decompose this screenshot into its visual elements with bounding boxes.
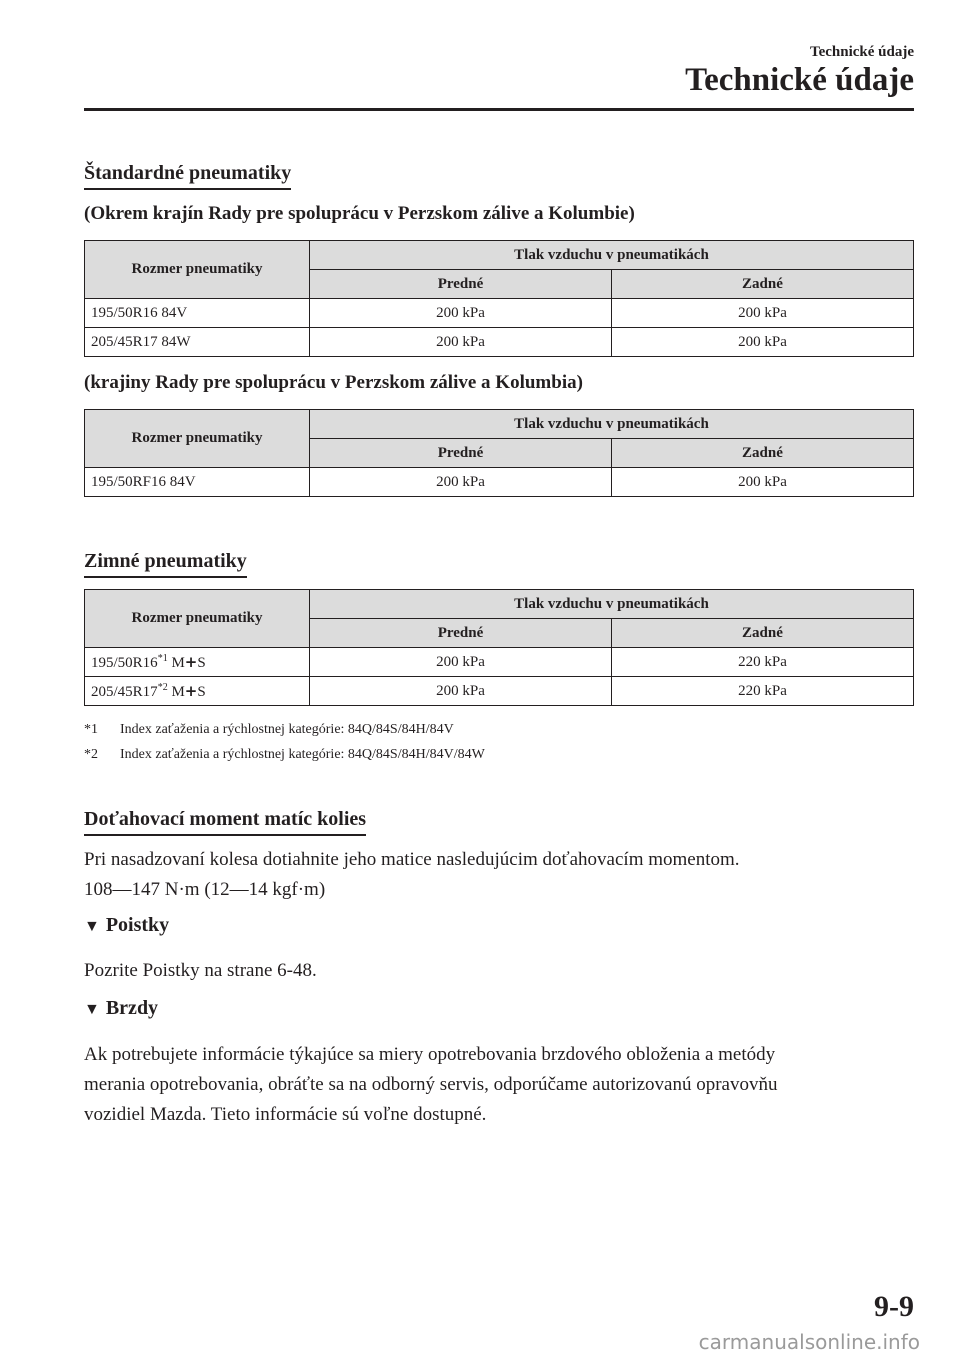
footnote-mark: *2 <box>157 681 168 693</box>
tyre-table-group1 <box>84 240 914 357</box>
rear-pressure: 220 kPa <box>611 677 913 706</box>
col-rear-header: Zadné <box>611 439 913 468</box>
footnote-text: Index zaťaženia a rýchlostnej kategórie: 84Q/84S/84H/84V <box>120 722 454 737</box>
header-rule <box>84 108 914 111</box>
tyre-table-group2 <box>84 409 914 497</box>
brakes-heading <box>84 997 158 1020</box>
triangle-down-icon: ▼ <box>84 1001 100 1018</box>
rear-pressure: 200 kPa <box>611 299 913 328</box>
brakes-text <box>84 1040 919 1130</box>
rear-pressure: 200 kPa <box>611 468 913 497</box>
tyre-size: 205/45R17 84W <box>85 328 310 357</box>
col-front-header: Predné <box>310 270 612 299</box>
mud-snow-s: S <box>197 683 206 700</box>
subtitle-group2: (krajiny Rady pre spoluprácu v Perzskom zálive a Kolumbia) <box>84 372 583 393</box>
section-title-winter-tyres: Zimné pneumatiky <box>84 550 247 578</box>
fuses-title: Poistky <box>105 914 170 936</box>
brakes-title: Brzdy <box>105 997 159 1019</box>
fuses-heading <box>84 914 169 937</box>
front-pressure: 200 kPa <box>310 648 612 677</box>
section-title-torque: Doťahovací moment matíc kolies <box>84 808 366 836</box>
brakes-line-2: merania opotrebovania, obráťte sa na odborný servis, odporúčame autorizovanú opravovňu <box>84 1074 778 1095</box>
front-pressure: 200 kPa <box>310 299 612 328</box>
footnote-mark: *2 <box>84 747 98 762</box>
footnote-1 <box>84 722 454 738</box>
table-row <box>85 468 914 497</box>
mud-snow-m: M <box>171 683 185 700</box>
footnote-mark: *1 <box>84 722 98 737</box>
front-pressure: 200 kPa <box>310 328 612 357</box>
table-row <box>85 677 914 706</box>
col-front-header: Predné <box>310 439 612 468</box>
col-size-header: Rozmer pneumatiky <box>85 410 310 468</box>
tyre-size <box>85 677 310 706</box>
footnote-mark: *1 <box>157 652 168 664</box>
torque-line-1: Pri nasadzovaní kolesa dotiahnite jeho matice nasledujúcim doťahovacím momentom. <box>84 849 740 870</box>
section-title-standard-tyres: Štandardné pneumatiky <box>84 162 291 190</box>
triangle-down-icon: ▼ <box>84 918 100 935</box>
header-title: Technické údaje <box>685 62 914 98</box>
front-pressure: 200 kPa <box>310 468 612 497</box>
plus-icon: + <box>184 681 198 700</box>
brakes-line-3: vozidiel Mazda. Tieto informácie sú voľne dostupné. <box>84 1104 487 1125</box>
col-pressure-header: Tlak vzduchu v pneumatikách <box>310 590 914 619</box>
footnote-text: Index zaťaženia a rýchlostnej kategórie: 84Q/84S/84H/84V/84W <box>120 747 485 762</box>
page-number: 9-9 <box>874 1290 914 1323</box>
table-row <box>85 299 914 328</box>
tyre-table-winter <box>84 589 914 706</box>
col-size-header: Rozmer pneumatiky <box>85 241 310 299</box>
rear-pressure: 220 kPa <box>611 648 913 677</box>
col-rear-header: Zadné <box>611 619 913 648</box>
mud-snow-s: S <box>197 654 206 671</box>
rear-pressure: 200 kPa <box>611 328 913 357</box>
plus-icon: + <box>184 652 198 671</box>
col-rear-header: Zadné <box>611 270 913 299</box>
tyre-size: 195/50R16 84V <box>85 299 310 328</box>
watermark: carmanualsonline.info <box>698 1330 920 1354</box>
tyre-size-value: 205/45R17 <box>91 683 158 700</box>
col-pressure-header: Tlak vzduchu v pneumatikách <box>310 410 914 439</box>
brakes-line-1: Ak potrebujete informácie týkajúce sa miery opotrebovania brzdového obloženia a metódy <box>84 1044 776 1065</box>
table-row <box>85 648 914 677</box>
header-small-title: Technické údaje <box>809 44 914 60</box>
col-size-header: Rozmer pneumatiky <box>85 590 310 648</box>
col-pressure-header: Tlak vzduchu v pneumatikách <box>310 241 914 270</box>
tyre-size-value: 195/50R16 <box>91 654 158 671</box>
tyre-size: 195/50RF16 84V <box>85 468 310 497</box>
torque-line-2: 108―147 N·m (12―14 kgf·m) <box>84 879 326 900</box>
table-row <box>85 328 914 357</box>
torque-text <box>84 845 919 905</box>
footnote-2 <box>84 747 485 763</box>
fuses-text: Pozrite Poistky na strane 6-48. <box>84 960 317 981</box>
tyre-size <box>85 648 310 677</box>
col-front-header: Predné <box>310 619 612 648</box>
front-pressure: 200 kPa <box>310 677 612 706</box>
subtitle-group1: (Okrem krajín Rady pre spoluprácu v Perzskom zálive a Kolumbie) <box>84 203 635 224</box>
mud-snow-m: M <box>171 654 185 671</box>
